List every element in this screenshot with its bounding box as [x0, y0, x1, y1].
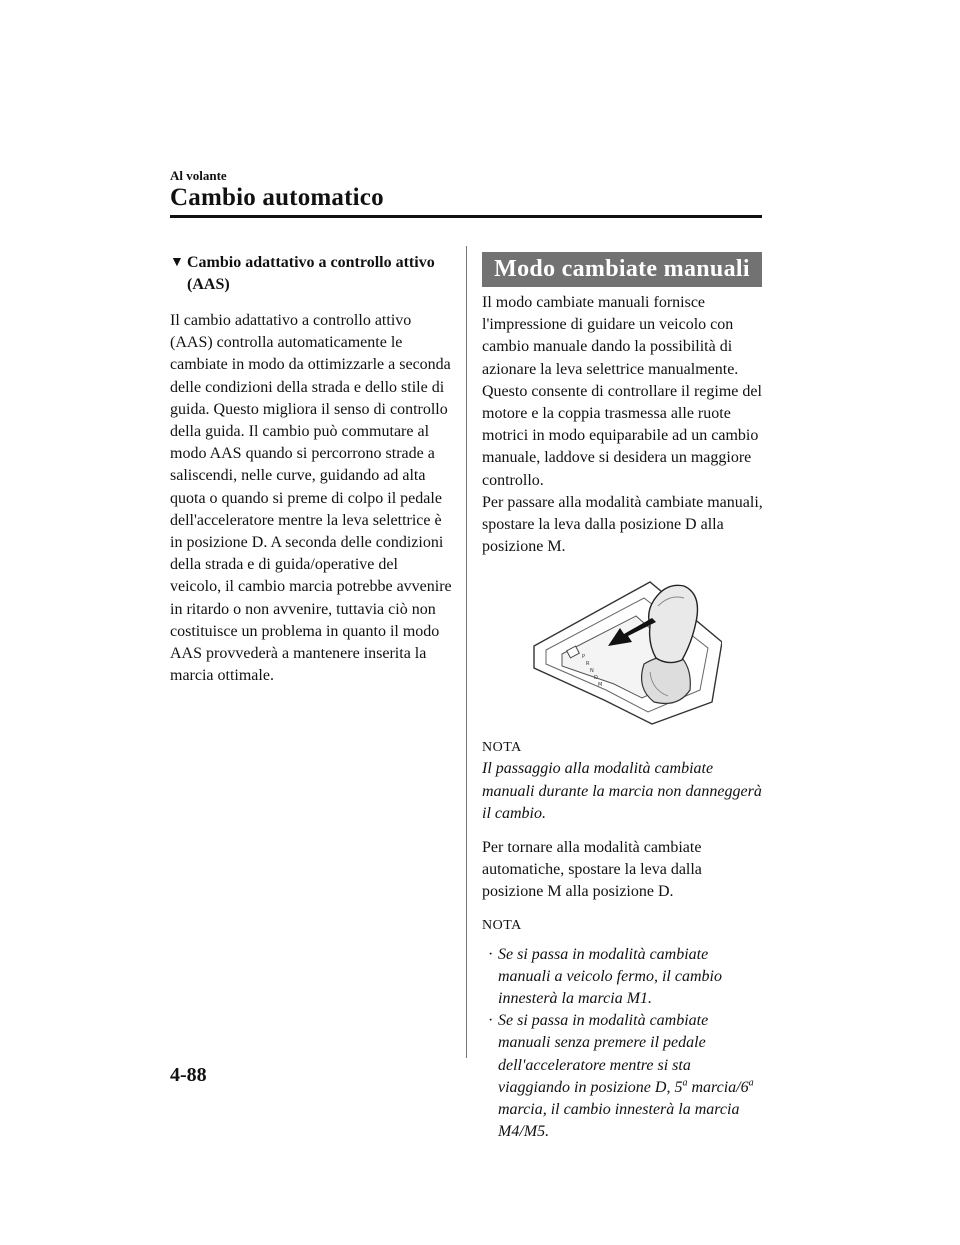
bullet-dot-icon: · — [488, 945, 494, 963]
gate-letter-m: M — [598, 682, 603, 689]
chapter-title: Cambio automatico — [170, 184, 384, 211]
return-instruction-paragraph: Per tornare alla modalità cambiate automatiche, spostare la leva dalla posizione M alla posizione D. — [482, 839, 702, 901]
bullet-dot-icon: · — [488, 1012, 494, 1030]
gate-letter-r: R — [586, 661, 590, 668]
gate-letter-n: N — [590, 668, 594, 675]
manual-mode-paragraph: Il modo cambiate manuali fornisce l'impressione di guidare un veicolo con cambio manuale dando la possibilità di azionare la leva selettrice manualmente. Questo consente di controllare il regime del motore e la coppia trasmessa alle ruote motrici in modo equiparabile ad un cambio manuale, laddove si desidera un maggiore controllo. — [482, 294, 762, 489]
section-label: Al volante — [170, 168, 227, 183]
gear-shift-lever-icon — [532, 576, 722, 728]
switch-instruction-paragraph: Per passare alla modalità cambiate manuali, spostare la leva dalla posizione D alla posizione M. — [482, 493, 763, 556]
right-column — [482, 252, 764, 1143]
page-number: 4-88 — [170, 1064, 207, 1086]
section-banner: Modo cambiate manuali — [482, 252, 762, 287]
note-list — [482, 944, 764, 1144]
left-column — [170, 252, 452, 687]
list-item: · Se si passa in modalità cambiate manuali a veicolo fermo, il cambio innesterà la marcia M1. — [488, 945, 722, 1008]
gate-letter-p: P — [582, 654, 586, 661]
subheading-text: Cambio adattativo a controllo attivo (AAS) — [187, 254, 435, 293]
header-rule — [170, 215, 762, 218]
note-label: NOTA — [482, 740, 522, 756]
aas-paragraph: Il cambio adattativo a controllo attivo (AAS) controlla automaticamente le cambiate in modo da ottimizzarle a seconda delle condizioni della strada e dello stile di guida. Questo migliora il senso di controllo della guida. Il cambio può commutare al modo AAS quando si percorrono strade a saliscendi, nelle curve, guidando ad alta quota o quando si preme di colpo il pedale dell'acceleratore mentre la leva selettrice è in posizione D. A seconda delle condizioni della strada e di guida/operative del veicolo, il cambio marcia potrebbe avvenire in ritardo o non avvenire, tuttavia ciò non costituisce un problema in quanto il modo AAS provvederà a mantenere inserita la marcia ottimale. — [170, 312, 452, 685]
note-text: Il passaggio alla modalità cambiate manuali durante la marcia non danneggerà il cambio. — [482, 760, 762, 822]
note-label-2: NOTA — [482, 917, 522, 933]
gate-letter-d: D — [594, 675, 598, 682]
triangle-bullet-icon: ▼ — [170, 255, 184, 270]
subheading — [170, 252, 452, 296]
list-item: · Se si passa in modalità cambiate manuali senza premere il pedale dell'acceleratore mentre si sta viaggiando in posizione D, 5$^a$ marcia/6$^a$ marcia, il cambio innesterà la marcia M4/M5. — [488, 1012, 754, 1141]
column-divider — [466, 246, 467, 1058]
